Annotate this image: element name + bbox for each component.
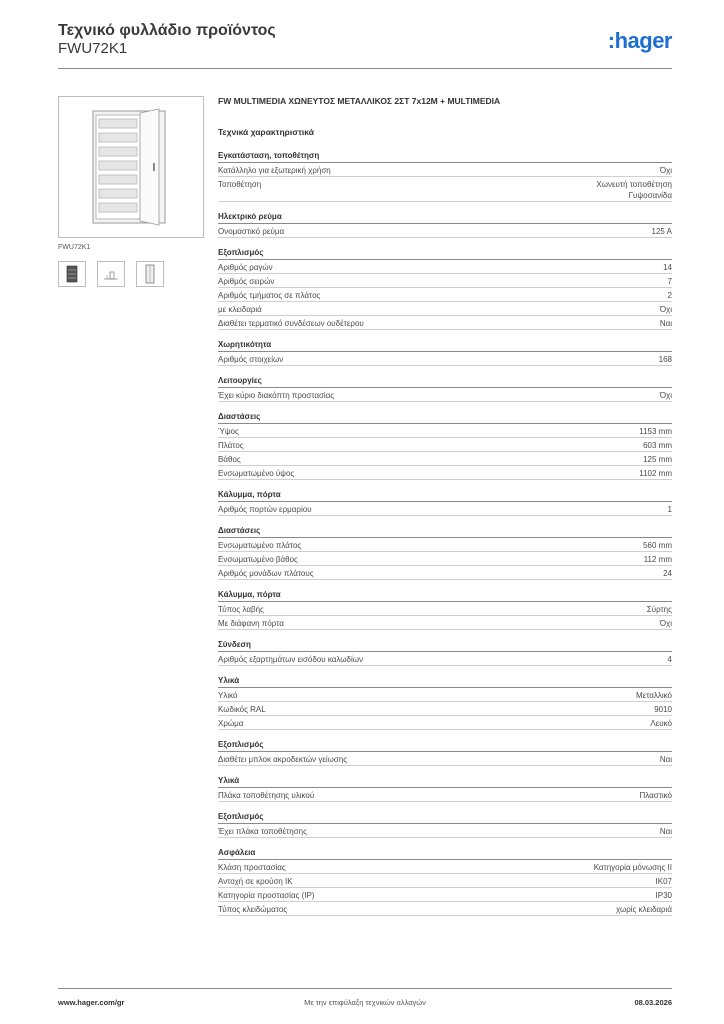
spec-label: Αριθμός εξαρτημάτων εισόδου καλωδίων: [218, 655, 363, 664]
spec-row: [218, 688, 672, 702]
spec-group: [218, 640, 672, 666]
spec-label: Διαθέτει τερματικό συνδέσεων ουδέτερου: [218, 319, 364, 328]
spec-value: 560 mm: [643, 541, 672, 550]
product-image: [58, 96, 204, 238]
website-link[interactable]: www.hager.com/gr: [58, 998, 125, 1007]
spec-group: [218, 590, 672, 630]
cabinet-front-icon[interactable]: [58, 261, 86, 287]
spec-value: χωρίς κλειδαριά: [615, 905, 672, 914]
spec-group-title: Υλικά: [218, 676, 672, 688]
spec-row: [218, 502, 672, 516]
product-code: FWU72K1: [58, 40, 128, 57]
spec-value: Λευκό: [650, 719, 672, 728]
spec-group: [218, 151, 672, 202]
spec-label: Αριθμός σειρών: [218, 277, 275, 286]
spec-group: [218, 412, 672, 480]
spec-group: [218, 376, 672, 402]
spec-value: Πλαστικό: [639, 791, 672, 800]
spec-value: 1: [667, 505, 672, 514]
spec-value: Όχι: [659, 619, 672, 628]
spec-label: Έχει κύριο διακόπτη προστασίας: [218, 391, 335, 400]
spec-sheet: [218, 96, 672, 916]
spec-label: Τύπος κλειδώματος: [218, 905, 288, 914]
spec-label: Κλάση προστασίας: [218, 863, 286, 872]
spec-row: [218, 566, 672, 580]
spec-group-title: Εξοπλισμός: [218, 812, 672, 824]
spec-value: Ναι: [659, 827, 672, 836]
spec-label: Αριθμός μονάδων πλάτους: [218, 569, 314, 578]
spec-group-title: Εγκατάσταση, τοποθέτηση: [218, 151, 672, 163]
spec-value: IK07: [655, 877, 672, 886]
spec-row: [218, 274, 672, 288]
spec-group-title: Διαστάσεις: [218, 526, 672, 538]
spec-group-title: Κάλυμμα, πόρτα: [218, 590, 672, 602]
spec-label: Αριθμός πορτών ερμαρίου: [218, 505, 312, 514]
cabinet-illustration: [59, 97, 203, 237]
spec-group: [218, 340, 672, 366]
product-media: [58, 96, 204, 287]
spec-row: [218, 824, 672, 838]
spec-group: [218, 740, 672, 766]
spec-value: IP30: [655, 891, 672, 900]
spec-row: [218, 302, 672, 316]
spec-row: [218, 388, 672, 402]
spec-label: Διαθέτει μπλοκ ακροδεκτών γείωσης: [218, 755, 348, 764]
spec-row: [218, 260, 672, 274]
spec-label: Χρώμα: [218, 719, 244, 728]
spec-row: [218, 902, 672, 916]
document-title: Τεχνικό φυλλάδιο προϊόντος: [58, 22, 276, 39]
page-header: [58, 20, 672, 69]
spec-row: [218, 874, 672, 888]
spec-value: Όχι: [659, 166, 672, 175]
spec-value: 1102 mm: [639, 469, 672, 478]
disclaimer: Με την επιφύλαξη τεχνικών αλλαγών: [304, 998, 426, 1007]
spec-row: [218, 752, 672, 766]
print-date: 08.03.2026: [634, 998, 672, 1007]
spec-row: [218, 316, 672, 330]
spec-group: [218, 248, 672, 330]
spec-row: [218, 602, 672, 616]
spec-label: Τοποθέτηση: [218, 180, 262, 189]
spec-value: 7: [667, 277, 672, 286]
spec-value: 9010: [654, 705, 672, 714]
spec-label: Αριθμός στοιχείων: [218, 355, 284, 364]
spec-value: 168: [658, 355, 672, 364]
spec-label: Τύπος λαβής: [218, 605, 264, 614]
spec-row: [218, 452, 672, 466]
spec-value: 1153 mm: [639, 427, 672, 436]
spec-group-title: Κάλυμμα, πόρτα: [218, 490, 672, 502]
spec-label: Αντοχή σε κρούση IK: [218, 877, 293, 886]
spec-group: [218, 526, 672, 580]
spec-label: Υλικό: [218, 691, 238, 700]
spec-value: 24: [663, 569, 672, 578]
spec-group-title: Εξοπλισμός: [218, 248, 672, 260]
spec-row: [218, 438, 672, 452]
spec-row: [218, 788, 672, 802]
installation-drawing-icon[interactable]: [97, 261, 125, 287]
spec-group-title: Υλικά: [218, 776, 672, 788]
spec-row: [218, 163, 672, 177]
hager-logo: [590, 28, 672, 54]
spec-row: [218, 352, 672, 366]
spec-label: με κλειδαριά: [218, 305, 262, 314]
spec-value: 14: [663, 263, 672, 272]
spec-row: [218, 616, 672, 630]
spec-group: [218, 812, 672, 838]
spec-group: [218, 848, 672, 916]
spec-row: [218, 652, 672, 666]
spec-label: Κατηγορία προστασίας (IP): [218, 891, 315, 900]
spec-group-title: Ηλεκτρικό ρεύμα: [218, 212, 672, 224]
spec-value: Μεταλλικό: [635, 691, 672, 700]
spec-group-title: Εξοπλισμός: [218, 740, 672, 752]
spec-row: [218, 466, 672, 480]
spec-group-title: Λειτουργίες: [218, 376, 672, 388]
spec-label: Βάθος: [218, 455, 241, 464]
spec-group-title: Χωρητικότητα: [218, 340, 672, 352]
spec-value: 112 mm: [643, 555, 672, 564]
spec-row: [218, 888, 672, 902]
spec-row: [218, 288, 672, 302]
spec-value: 4: [667, 655, 672, 664]
product-name: FW MULTIMEDIA ΧΩΝΕΥΤΟΣ ΜΕΤΑΛΛΙΚΟΣ 2ΣΤ 7x12M + MULTIMEDIA: [218, 96, 501, 106]
spec-value: Όχι: [659, 305, 672, 314]
spec-group: [218, 676, 672, 730]
spec-label: Ενσωματωμένο βάθος: [218, 555, 298, 564]
spec-row: [218, 538, 672, 552]
thumbnail-strip: [58, 261, 204, 287]
spec-row: [218, 177, 672, 202]
spec-label: Με διάφανη πόρτα: [218, 619, 284, 628]
spec-value: 2: [667, 291, 672, 300]
spec-row: [218, 702, 672, 716]
spec-value: Όχι: [659, 391, 672, 400]
spec-value: 125 A: [651, 227, 672, 236]
spec-label: Κατάλληλο για εξωτερική χρήση: [218, 166, 331, 175]
spec-group-title: Σύνδεση: [218, 640, 672, 652]
section-title: Τεχνικά χαρακτηριστικά: [218, 127, 314, 137]
spec-label: Ονομαστικό ρεύμα: [218, 227, 285, 236]
logo-text: :hager: [607, 28, 672, 53]
spec-label: Ενσωματωμένο πλάτος: [218, 541, 302, 550]
spec-value: 603 mm: [643, 441, 672, 450]
spec-label: Πλάκα τοποθέτησης υλικού: [218, 791, 315, 800]
spec-value: Ναι: [659, 755, 672, 764]
spec-label: Κωδικός RAL: [218, 705, 266, 714]
spec-value: 125 mm: [643, 455, 672, 464]
spec-label: Έχει πλάκα τοποθέτησης: [218, 827, 307, 836]
spec-label: Αριθμός τμήματος σε πλάτος: [218, 291, 321, 300]
spec-group-title: Ασφάλεια: [218, 848, 672, 860]
cabinet-side-icon[interactable]: [136, 261, 164, 287]
spec-value: Κατηγορία μόνωσης II: [593, 863, 672, 872]
spec-group: [218, 776, 672, 802]
image-caption: FWU72K1: [58, 244, 91, 251]
spec-label: Ύψος: [218, 427, 239, 436]
spec-group: [218, 490, 672, 516]
spec-group-title: Διαστάσεις: [218, 412, 672, 424]
spec-row: [218, 552, 672, 566]
spec-label: Αριθμός ραγών: [218, 263, 273, 272]
spec-value: Σύρτης: [646, 605, 672, 614]
spec-row: [218, 424, 672, 438]
spec-row: [218, 224, 672, 238]
page-footer: [58, 988, 672, 1011]
spec-value: Χωνευτή τοποθέτηση Γυψοσανίδα: [596, 180, 672, 200]
spec-groups: [218, 151, 672, 916]
spec-label: Πλάτος: [218, 441, 244, 450]
spec-label: Ενσωματωμένο ύψος: [218, 469, 295, 478]
spec-group: [218, 212, 672, 238]
spec-value: Ναι: [659, 319, 672, 328]
spec-row: [218, 860, 672, 874]
spec-row: [218, 716, 672, 730]
